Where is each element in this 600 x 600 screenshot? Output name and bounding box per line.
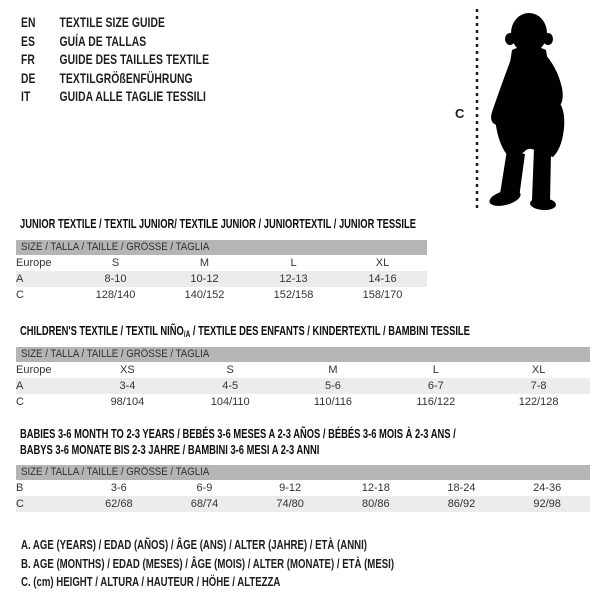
toddler-silhouette-figure [470, 8, 595, 213]
lang-label: TEXTILE SIZE GUIDE [59, 14, 165, 30]
table-row-height [16, 287, 427, 303]
babies-title-line2: BABYS 3-6 MONATE BIS 2-3 JAHRE / BAMBINI 3-6 MESI A 2-3 ANNI [20, 441, 320, 457]
cell: 62/68 [105, 498, 133, 510]
table-row-europe [16, 362, 590, 378]
junior-table-title-text: JUNIOR TEXTILE / TEXTIL JUNIOR/ TEXTILE JUNIOR / JUNIORTEXTIL / JUNIOR TESSILE [20, 216, 416, 231]
lang-row-es [21, 32, 209, 51]
children-size-table [16, 362, 590, 410]
cell: L [432, 364, 439, 376]
cell: 98/104 [110, 396, 145, 408]
row-label: C [16, 498, 24, 510]
cell: 6-7 [427, 380, 444, 392]
size-header-bar [16, 240, 427, 255]
cell: XL [375, 257, 390, 269]
size-header-bar [16, 465, 590, 480]
height-measure-label: C [455, 106, 465, 121]
cell: 3-6 [110, 482, 127, 494]
cell: 8-10 [104, 273, 127, 285]
cell: 12-13 [279, 273, 308, 285]
babies-table [16, 465, 590, 512]
lang-label: GUÍA DE TALLAS [59, 32, 147, 49]
lang-label: GUIDE DES TAILLES TEXTILE [59, 51, 210, 67]
cell: 9-12 [279, 482, 302, 494]
cell: 152/158 [273, 289, 314, 301]
lang-code: EN [21, 14, 36, 30]
children-table [16, 347, 590, 410]
cell: M [199, 257, 210, 269]
junior-size-table [16, 255, 427, 303]
lang-row-it [21, 87, 209, 106]
table-row-age [16, 378, 590, 394]
cell: 80/86 [362, 498, 390, 510]
cell: 116/122 [416, 396, 456, 408]
note-height: C. (cm) HEIGHT / ALTURA / HAUTEUR / HÖHE / ALTEZZA [21, 574, 281, 589]
size-header-bar [16, 347, 590, 362]
children-table-title [20, 323, 600, 343]
lang-label: TEXTILGRÖßENFÜHRUNG [59, 69, 193, 86]
cell: 68/74 [190, 498, 219, 510]
cell: 18-24 [447, 482, 476, 494]
cell: L [290, 257, 297, 269]
language-title-block [21, 13, 275, 106]
cell: 110/116 [313, 396, 353, 408]
lang-label: GUIDA ALLE TAGLIE TESSILI [59, 88, 206, 104]
cell: 86/92 [447, 498, 476, 510]
cell: 122/128 [518, 396, 559, 408]
row-label: A [16, 380, 24, 392]
lang-code: DE [21, 69, 36, 86]
lang-code: IT [21, 88, 31, 104]
table-row-europe [16, 255, 427, 271]
row-label: C [16, 396, 24, 408]
cell: 3-4 [119, 380, 136, 392]
children-table-title-text [20, 323, 470, 343]
toddler-silhouette [488, 13, 565, 211]
cell: 12-18 [361, 482, 390, 494]
cell: S [226, 364, 234, 376]
babies-size-table [16, 480, 590, 512]
row-label: Europe [16, 364, 52, 376]
title-post: / TEXTILE DES ENFANTS / KINDERTEXTIL / BAMBINI TESSILE [190, 323, 470, 338]
lang-row-en [21, 13, 209, 32]
cell: 6-9 [196, 482, 213, 494]
junior-table-title [20, 216, 570, 232]
size-header-text: SIZE / TALLA / TAILLE / GRÖSSE / TAGLIA [21, 241, 210, 253]
note-age-years: A. AGE (YEARS) / EDAD (AÑOS) / ÂGE (ANS) / ALTER (JAHRE) / ETÀ (ANNI) [21, 537, 367, 552]
cell: XS [120, 364, 135, 376]
title-subscript: /A [183, 329, 191, 339]
cell: 128/140 [95, 289, 136, 301]
cell: 74/80 [276, 498, 304, 510]
size-header-text: SIZE / TALLA / TAILLE / GRÖSSE / TAGLIA [21, 348, 210, 360]
junior-table [16, 240, 427, 303]
lang-row-fr [21, 50, 209, 69]
row-label: Europe [16, 257, 52, 269]
lang-code: FR [21, 51, 35, 67]
note-age-months: B. AGE (MONTHS) / EDAD (MESES) / ÂGE (MOIS) / ALTER (MONATE) / ETÀ (MESI) [21, 555, 395, 571]
babies-title-line1: BABIES 3-6 MONTH TO 2-3 YEARS / BEBÉS 3-6 MESES A 2-3 AÑOS / BÉBÉS 3-6 MOIS À 2-3 ANS / [20, 426, 456, 441]
table-row-months [16, 480, 590, 496]
row-label: C [16, 289, 24, 301]
cell: 14-16 [368, 273, 397, 285]
cell: 7-8 [530, 380, 547, 392]
size-header-text: SIZE / TALLA / TAILLE / GRÖSSE / TAGLIA [21, 466, 210, 478]
cell: 104/110 [210, 396, 250, 408]
cell: 158/170 [362, 289, 403, 301]
table-row-height [16, 496, 590, 512]
cell: M [328, 364, 338, 376]
row-label: B [16, 482, 24, 494]
cell: 5-6 [325, 380, 341, 392]
babies-table-title [20, 426, 600, 457]
legend-notes [21, 536, 525, 592]
row-label: A [16, 273, 24, 285]
lang-code: ES [21, 32, 35, 49]
cell: S [111, 257, 120, 269]
cell: 10-12 [190, 273, 219, 285]
cell: 4-5 [222, 380, 239, 392]
cell: 92/98 [533, 498, 561, 510]
cell: 24-36 [533, 482, 562, 494]
table-row-height [16, 394, 590, 410]
table-row-age [16, 271, 427, 287]
title-pre: CHILDREN'S TEXTILE / TEXTIL NIÑO [20, 323, 184, 338]
cell: 140/152 [184, 289, 225, 301]
cell: XL [531, 364, 546, 376]
lang-row-de [21, 69, 209, 88]
